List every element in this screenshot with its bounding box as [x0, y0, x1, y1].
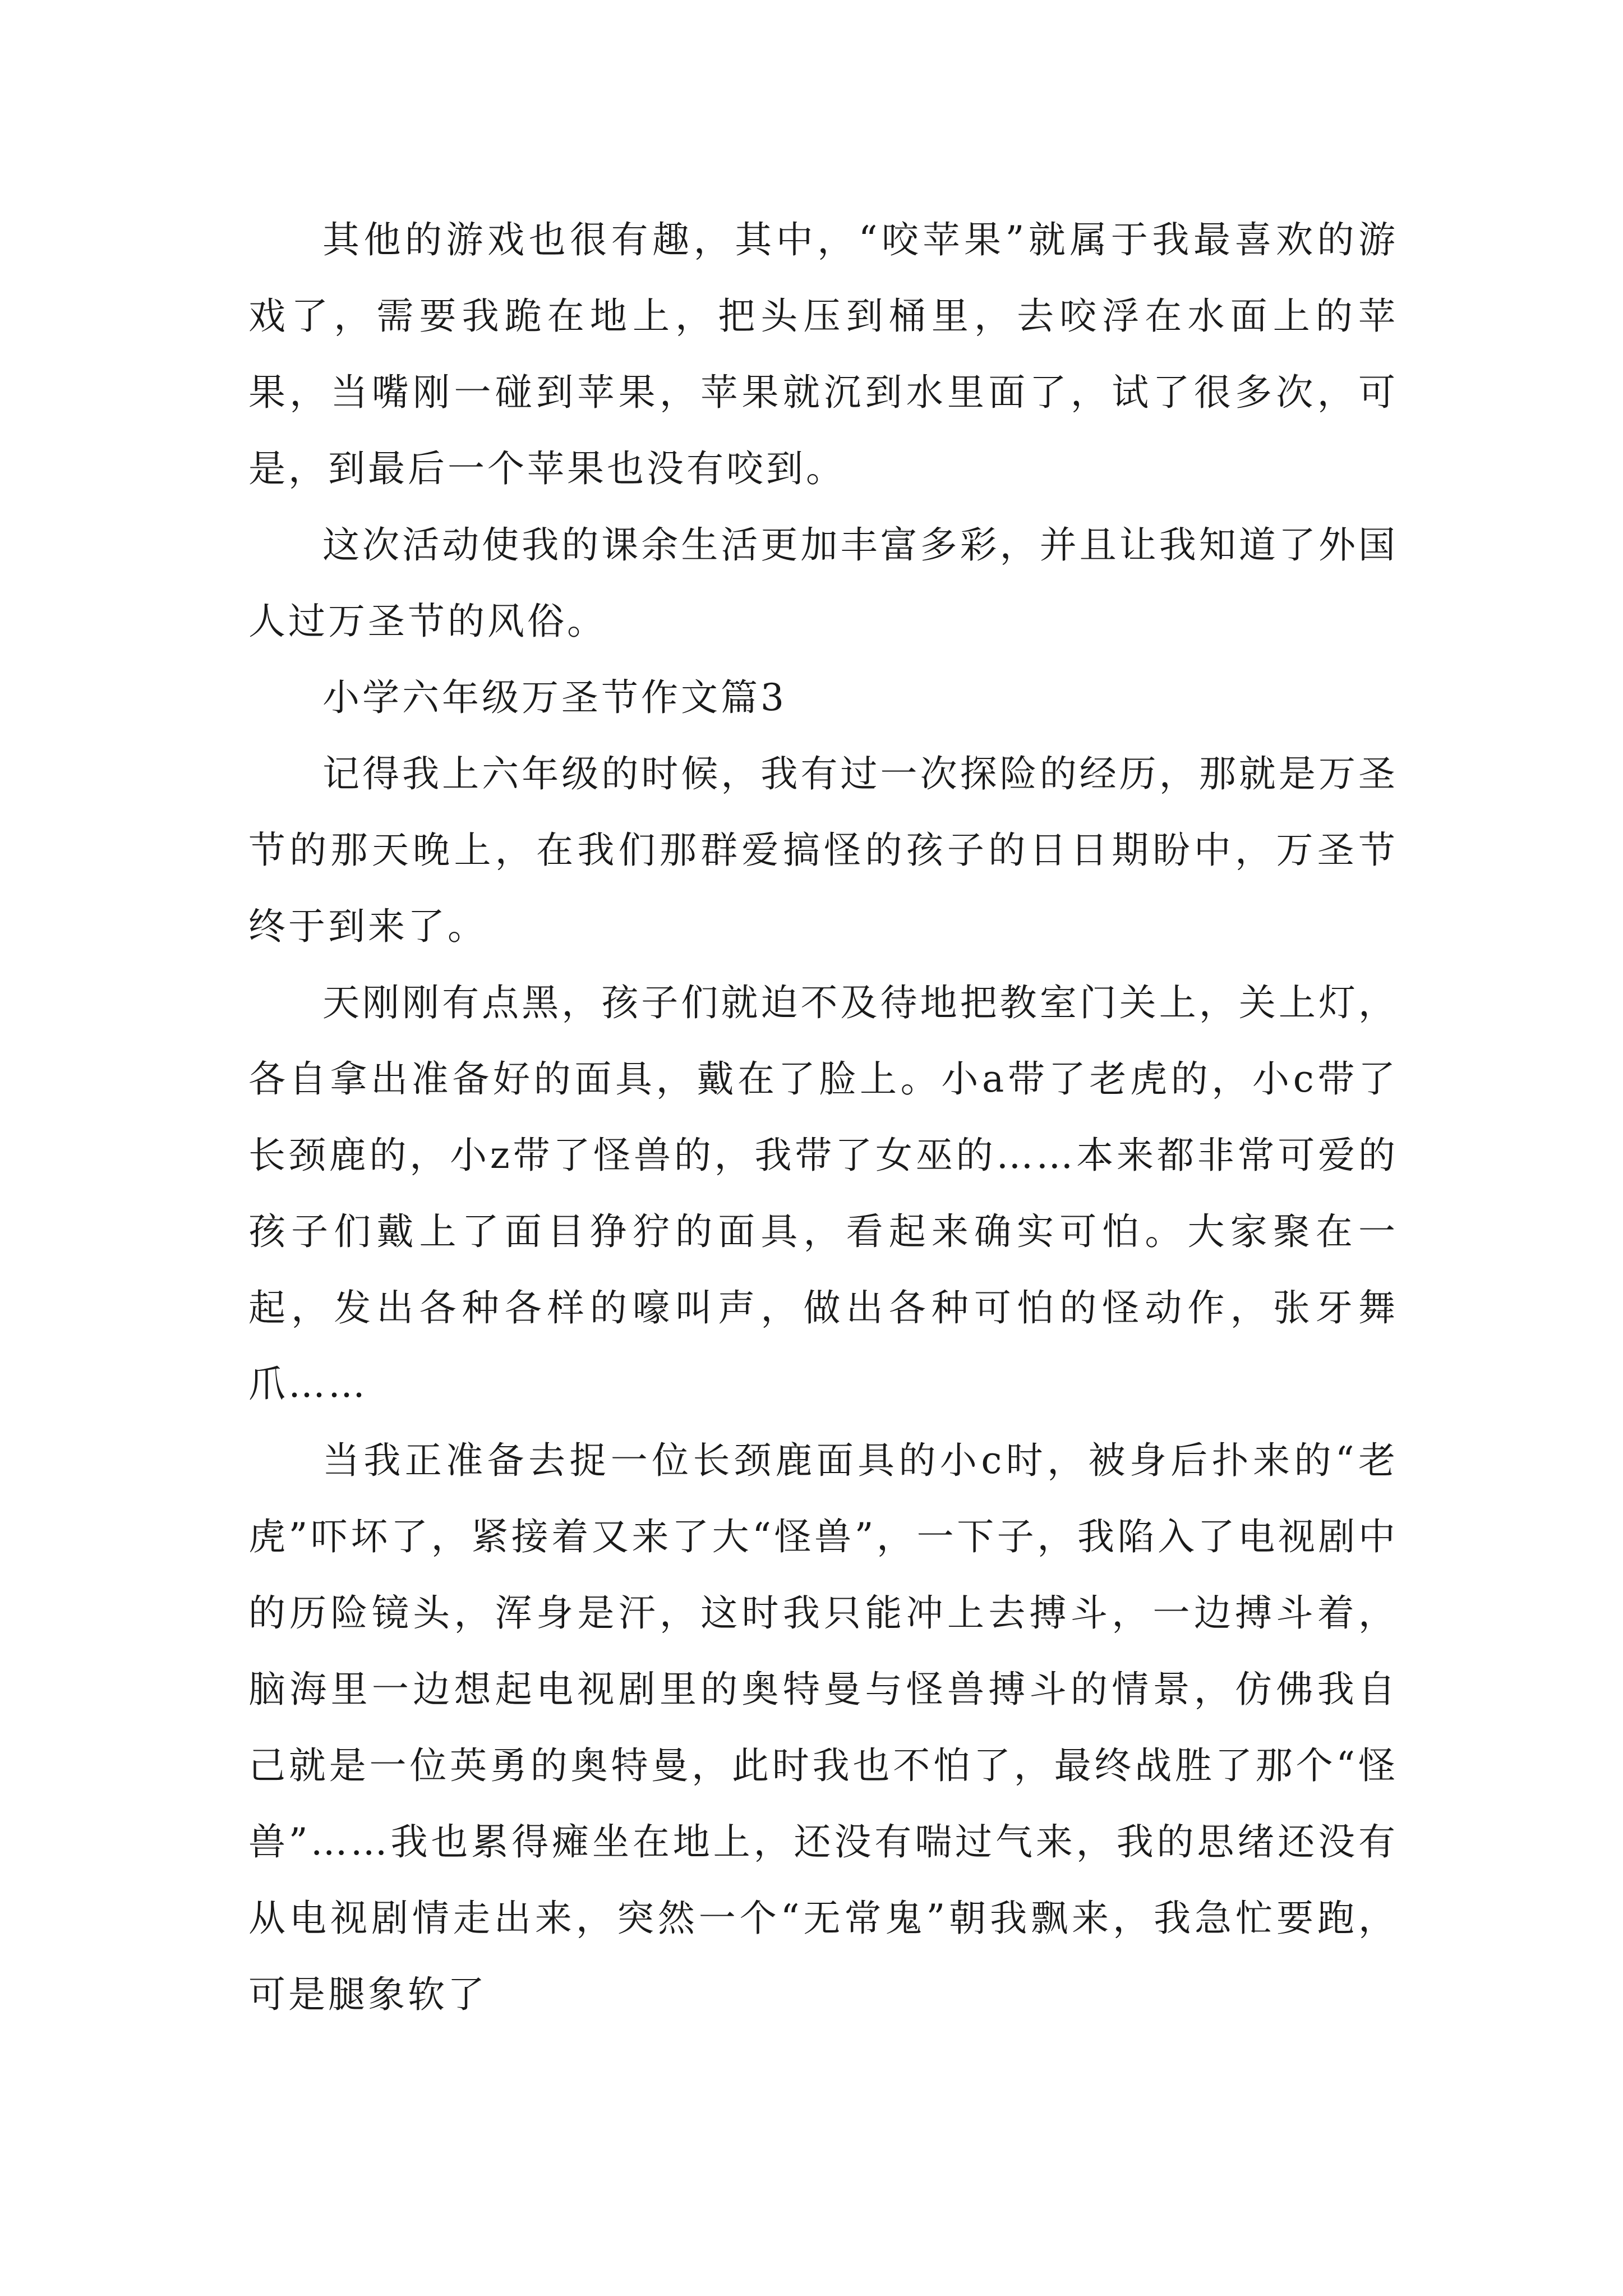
paragraph-adventure-intro: 记得我上六年级的时候，我有过一次探险的经历，那就是万圣节的那天晚上，在我们那群爱搞怪的孩子的日日期盼中，万圣节终于到来了。: [248, 752, 1398, 948]
section-heading: 小学六年级万圣节作文篇3: [322, 676, 787, 719]
paragraph-masks: 天刚刚有点黑，孩子们就迫不及待地把教室门关上，关上灯，各自拿出准备好的面具，戴在了脸上。小a带了老虎的，小c带了长颈鹿的，小z带了怪兽的，我带了女巫的……本来都非常可爱的孩子们戴上了面目狰狞的面具，看起来确实可怕。大家聚在一起，发出各种各样的嚎叫声，做出各种可怕的怪动作，张牙舞爪……: [248, 981, 1398, 1406]
document-body: [248, 202, 1398, 2033]
paragraph-apple-game: 其他的游戏也很有趣，其中，“咬苹果”就属于我最喜欢的游戏了，需要我跪在地上，把头压到桶里，去咬浮在水面上的苹果，当嘴刚一碰到苹果，苹果就沉到水里面了，试了很多次，可是，到最后一个苹果也没有咬到。: [248, 218, 1398, 490]
paragraph-battle: 当我正准备去捉一位长颈鹿面具的小c时，被身后扑来的“老虎”吓坏了，紧接着又来了大“怪兽”，一下子，我陷入了电视剧中的历险镜头，浑身是汗，这时我只能冲上去搏斗，一边搏斗着，脑海里一边想起电视剧里的奥特曼与怪兽搏斗的情景，仿佛我自己就是一位英勇的奥特曼，此时我也不怕了，最终战胜了那个“怪兽”……我也累得瘫坐在地上，还没有喘过气来，我的思绪还没有从电视剧情走出来，突然一个“无常鬼”朝我飘来，我急忙要跑，可是腿象软了: [248, 1439, 1398, 2016]
paragraph-activity-summary: 这次活动使我的课余生活更加丰富多彩，并且让我知道了外国人过万圣节的风俗。: [248, 523, 1398, 643]
